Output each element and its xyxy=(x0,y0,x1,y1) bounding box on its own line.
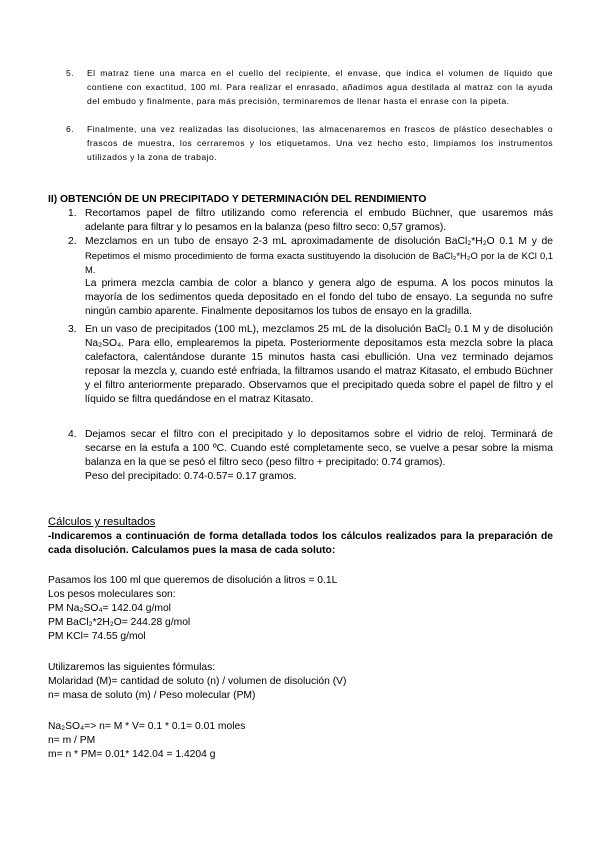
text-line: Na₂SO₄=> n= M * V= 0.1 * 0.1= 0.01 moles xyxy=(48,721,246,732)
list-text xyxy=(85,428,553,484)
text-line: Utilizaremos las siguientes fórmulas: xyxy=(48,662,216,673)
section-title: Cálculos y resultados xyxy=(48,516,156,528)
list-text: Finalmente, una vez realizadas las disoluciones, las almacenaremos en frascos de plástico desechables o frascos de muestra, los cerraremos y los etiquetamos. Una vez hecho esto, limpiamos los instrumentos utilizados y la zona de trabajo. xyxy=(87,124,553,162)
list-number: 6. xyxy=(66,124,75,134)
list-number: 3. xyxy=(68,324,77,335)
text-line: Los pesos moleculares son: xyxy=(48,589,176,600)
list-text: El matraz tiene una marca en el cuello del recipiente, el envase, que indica el volumen de líquido que contiene con exactitud, 100 ml. Para realizar el enrasado, añadimos agua destilada al matraz con la ayuda del embudo y finalmente, para más precisión, terminaremos de llenar hasta el enrase con la pipeta. xyxy=(87,68,553,106)
text-line: PM KCl= 74.55 g/mol xyxy=(48,631,146,642)
list-number: 1. xyxy=(68,208,77,219)
text-line: Molaridad (M)= cantidad de soluto (n) / volumen de disolución (V) xyxy=(48,676,347,687)
list-text: Recortamos papel de filtro utilizando como referencia el embudo Büchner, que usaremos más adelante para filtrar y lo pesamos en la balanza (peso filtro seco: 0,57 gramos). xyxy=(85,208,553,233)
text-line: PM BaCl₂*2H₂O= 244.28 g/mol xyxy=(48,617,191,628)
intro-paragraph: -Indicaremos a continuación de forma detallada todos los cálculos realizados para la preparación de cada disolución. Calculamos pues la masa de cada soluto: xyxy=(48,531,553,556)
list-text-part: Mezclamos en un tubo de ensayo 2-3 mL aproximadamente de disolución BaCl₂*H₂O 0.1 M y de xyxy=(85,236,553,247)
section-heading: II) OBTENCIÓN DE UN PRECIPITADO Y DETERMINACIÓN DEL RENDIMIENTO xyxy=(48,194,427,205)
text-line: m= n * PM= 0.01* 142.04 = 1.4204 g xyxy=(48,749,216,760)
list-text-part: Repetimos el mismo procedimiento de forma exacta sustituyendo la disolución de BaCl₂*H₂O por la de KCl 0,1 M. xyxy=(85,250,553,275)
text-line: n= m / PM xyxy=(48,735,96,746)
text-line: PM Na₂SO₄= 142.04 g/mol xyxy=(48,603,171,614)
text-line: Pasamos los 100 ml que queremos de disolución a litros = 0.1L xyxy=(48,575,338,586)
list-text xyxy=(85,235,553,319)
list-number: 4. xyxy=(68,429,77,440)
list-number: 2. xyxy=(68,236,77,247)
list-text: En un vaso de precipitados (100 mL), mezclamos 25 mL de la disolución BaCl₂ 0.1 M y de disolución Na₂SO₄. Para ello, emplearemos la pipeta. Posteriormente depositamos esta mezcla sobre la placa calefactora, calentándose durante 15 minutos hasta casi ebullición. Una vez terminado dejamos reposar la mezcla y, cuando esté enfriada, la filtramos usando el matraz Kitasato, el embudo Büchner y el filtro anteriormente preparado. Observamos que el precipitado queda sobre el papel de filtro y el líquido se filtra quedándose en el matraz Kitasato. xyxy=(85,324,553,405)
list-number: 5. xyxy=(66,68,75,78)
text-line: n= masa de soluto (m) / Peso molecular (PM) xyxy=(48,690,256,701)
list-text-part: La primera mezcla cambia de color a blanco y genera algo de espuma. A los pocos minutos la mayoría de los sedimentos queda depositado en el fondo del tubo de ensayo. La segunda no sufre ningún cambio aparente. Finalmente depositamos los tubos de ensayo en la gradilla. xyxy=(85,278,553,317)
list-text-part: Peso del precipitado: 0.74-0.57= 0.17 gramos. xyxy=(85,471,297,482)
list-text-part: Dejamos secar el filtro con el precipitado y lo depositamos sobre el vidrio de reloj. Terminará de secarse en la estufa a 100 ºC. Cuando esté completamente seco, se vuelve a pesar sobre la misma balanza en la que se pesó el filtro seco (peso filtro + precipitado: 0.74 gramos). xyxy=(85,429,553,468)
